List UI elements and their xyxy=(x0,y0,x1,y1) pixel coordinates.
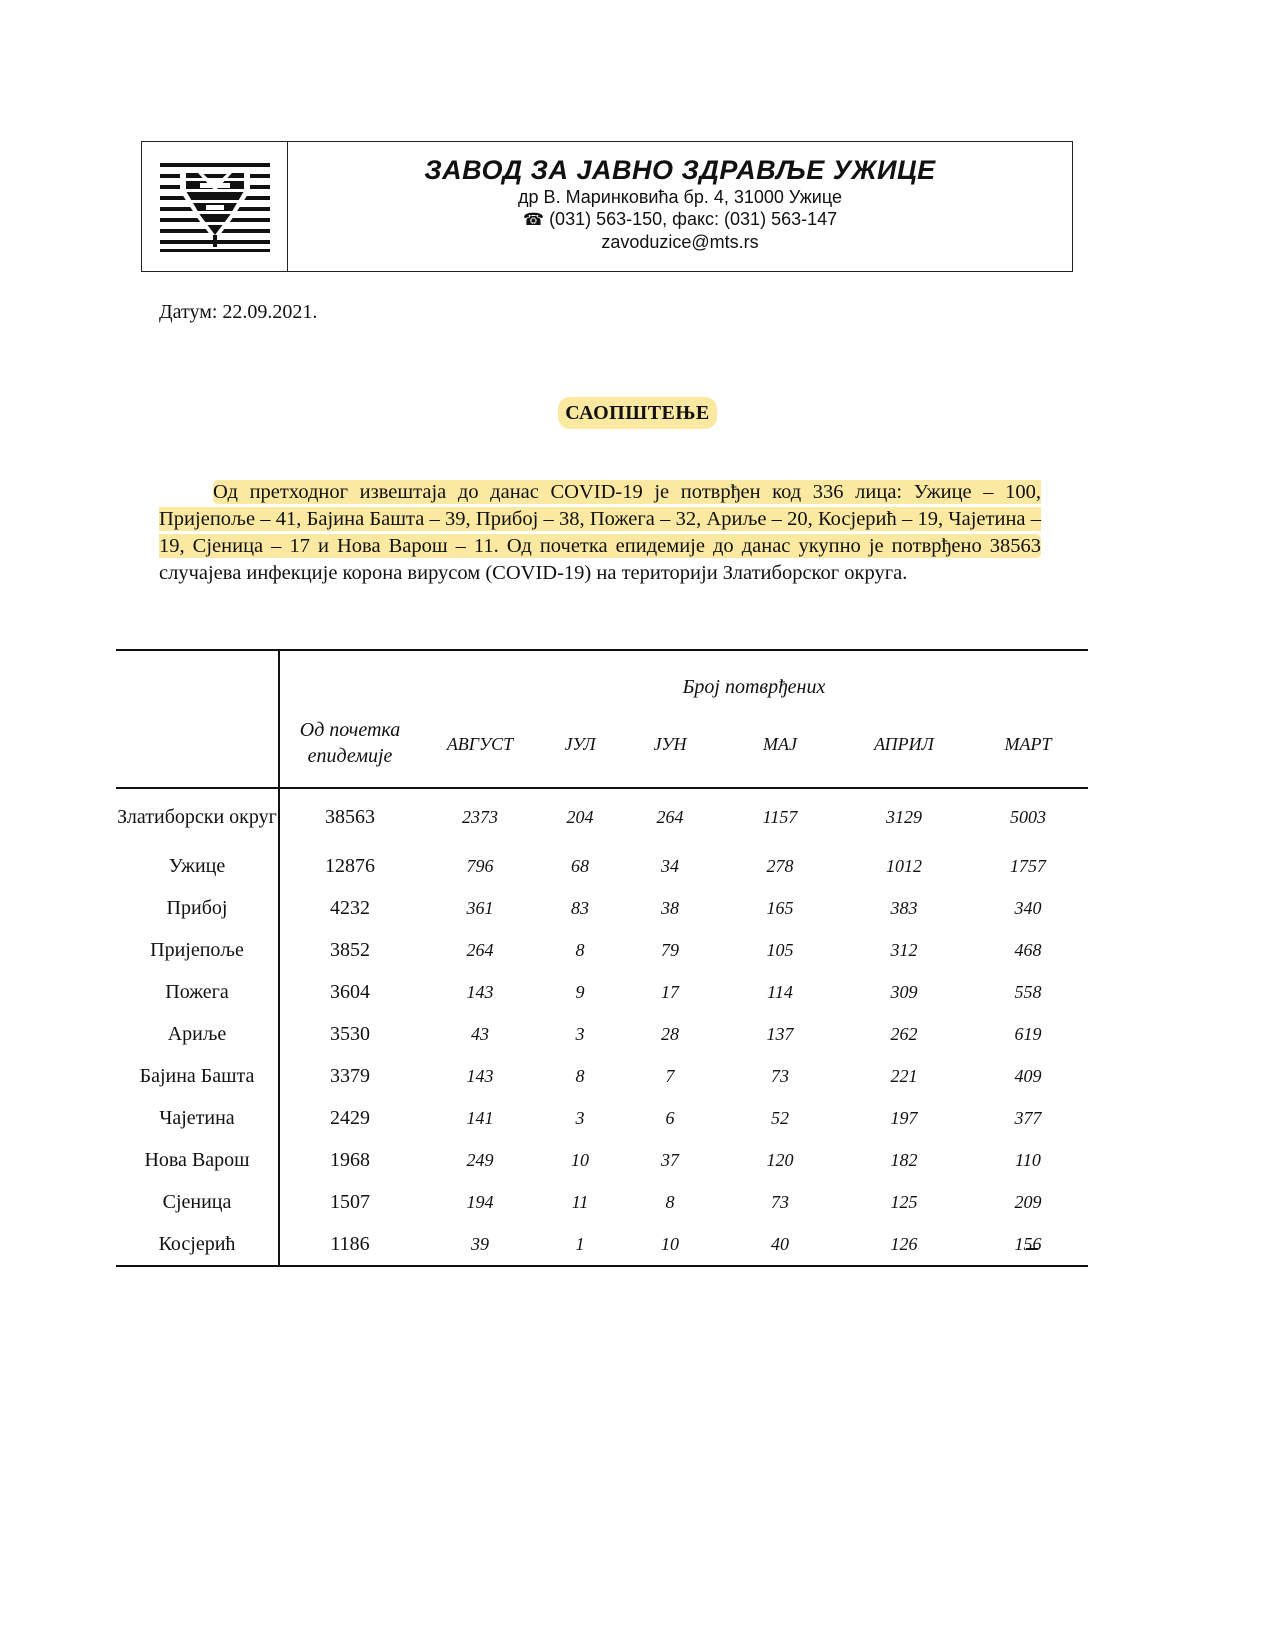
table-cell: 312 xyxy=(890,939,918,960)
municipality-name: Пожега xyxy=(116,971,279,1013)
municipality-name: Ариље xyxy=(116,1013,279,1055)
table-cell: 143 xyxy=(466,1065,494,1086)
table-cell: 34 xyxy=(661,855,679,876)
table-cell: 6 xyxy=(665,1107,675,1128)
table-cell: 105 xyxy=(766,939,794,960)
month-header: АВГУСТ xyxy=(420,701,540,788)
municipality-name: Бајина Башта xyxy=(116,1055,279,1097)
municipality-name: Пријепоље xyxy=(116,929,279,971)
municipality-name: Сјеница xyxy=(116,1181,279,1223)
municipality-total: 3604 xyxy=(330,980,370,1003)
table-cell: 182 xyxy=(890,1149,918,1170)
table-cell: 7 xyxy=(665,1065,675,1086)
table-cell: 43 xyxy=(471,1023,489,1044)
table-cell: 37 xyxy=(661,1149,679,1170)
table-cell: 68 xyxy=(571,855,589,876)
table-cell: 10 xyxy=(620,1223,720,1266)
table-cell: 126 xyxy=(840,1223,968,1266)
table-row xyxy=(116,929,1088,971)
table-cell: 40 xyxy=(720,1223,840,1266)
municipality-total: 2429 xyxy=(330,1106,370,1129)
letterhead xyxy=(141,141,1073,272)
table-bottom-rule-extension xyxy=(1026,1248,1038,1250)
month-header: ЈУН xyxy=(620,701,720,788)
municipality-name: Косјерић xyxy=(116,1223,279,1266)
date-line: Датум: 22.09.2021. xyxy=(159,301,318,323)
table-cell: 377 xyxy=(1014,1107,1042,1128)
municipality-total: 1186 xyxy=(279,1223,420,1266)
municipality-name: Чајетина xyxy=(116,1097,279,1139)
table-cell: 340 xyxy=(1014,897,1042,918)
table-cell: 2373 xyxy=(462,806,498,827)
table-cell: 796 xyxy=(466,855,494,876)
table-cell: 120 xyxy=(766,1149,794,1170)
table-cell: 110 xyxy=(1015,1149,1041,1170)
logo-cell xyxy=(142,142,288,271)
table-cell: 209 xyxy=(1014,1191,1042,1212)
document-heading xyxy=(0,402,1275,425)
table-cell: 73 xyxy=(771,1191,789,1212)
announcement-text xyxy=(159,479,1041,587)
table-cell: 197 xyxy=(890,1107,918,1128)
municipality-total: 12876 xyxy=(325,854,375,877)
table-cell: 114 xyxy=(767,981,793,1002)
table-cell: 52 xyxy=(771,1107,789,1128)
table-cell: 278 xyxy=(766,855,794,876)
table-column-headers xyxy=(116,701,1088,788)
table-cell: 8 xyxy=(575,939,585,960)
table-row xyxy=(116,1013,1088,1055)
table-cell: 79 xyxy=(661,939,679,960)
municipality-name: Прибој xyxy=(116,887,279,929)
table-cell: 264 xyxy=(656,806,684,827)
table-cell: 619 xyxy=(1014,1023,1042,1044)
highlighted-text: Од претходног извештаја до данас COVID-19 је потврђен код 336 лица: Ужице – 100, Пријепоље – 41, Бајина Башта – 39, Прибој – 38, Пожега – 32, Ариље – 20, Косјерић – 19, Чајетина – 19, Сјеница – 17 и Нова Варош – 11. Од почетка епидемије до данас укупно је потврђено 38563 xyxy=(159,481,1041,557)
org-info xyxy=(288,142,1072,271)
table-row xyxy=(116,887,1088,929)
table-cell: 468 xyxy=(1014,939,1042,960)
table-cell: 558 xyxy=(1014,981,1042,1002)
table-cell: 3 xyxy=(575,1023,585,1044)
org-email[interactable]: zavoduzice@mts.rs xyxy=(601,232,759,252)
table-cell: 9 xyxy=(575,981,585,1002)
district-total-row xyxy=(116,788,1088,845)
municipality-total: 3852 xyxy=(330,938,370,961)
month-header: МАРТ xyxy=(968,701,1088,788)
group-title: Број потврђених xyxy=(682,676,826,698)
institute-logo-icon xyxy=(160,161,270,253)
table-cell: 141 xyxy=(466,1107,494,1128)
municipality-total: 3379 xyxy=(330,1064,370,1087)
table-cell: 165 xyxy=(766,897,794,918)
table-cell: 39 xyxy=(420,1223,540,1266)
month-header: АПРИЛ xyxy=(840,701,968,788)
table-group-header xyxy=(116,651,1088,701)
month-header: МАЈ xyxy=(720,701,840,788)
table-cell: 409 xyxy=(1014,1065,1042,1086)
table-cell: 125 xyxy=(890,1191,918,1212)
table-cell: 309 xyxy=(890,981,918,1002)
table-row xyxy=(116,1055,1088,1097)
table-cell: 262 xyxy=(890,1023,918,1044)
table-cell: 10 xyxy=(571,1149,589,1170)
table-row xyxy=(116,1097,1088,1139)
municipality-total: 3530 xyxy=(330,1022,370,1045)
table-cell: 83 xyxy=(571,897,589,918)
municipality-total: 4232 xyxy=(330,896,370,919)
table-cell: 143 xyxy=(466,981,494,1002)
district-name: Златиборски округ xyxy=(116,788,279,845)
table-cell: 137 xyxy=(766,1023,794,1044)
table-cell: 17 xyxy=(661,981,679,1002)
table-row xyxy=(116,1139,1088,1181)
table-cell: 1012 xyxy=(886,855,922,876)
table-row xyxy=(116,1181,1088,1223)
table-cell: 194 xyxy=(466,1191,494,1212)
table-cell: 8 xyxy=(665,1191,675,1212)
table-cell: 249 xyxy=(466,1149,494,1170)
cases-table xyxy=(116,649,1088,1267)
table-cell: 28 xyxy=(661,1023,679,1044)
table-cell: 5003 xyxy=(1010,806,1046,827)
table-cell: 1157 xyxy=(762,806,798,827)
table-row xyxy=(116,1223,1088,1266)
month-header: ЈУЛ xyxy=(540,701,620,788)
table-row xyxy=(116,971,1088,1013)
municipality-total: 1507 xyxy=(330,1190,370,1213)
total-column-header xyxy=(279,701,420,788)
table-cell: 204 xyxy=(566,806,594,827)
org-address: др В. Маринковића бр. 4, 31000 Ужице xyxy=(518,187,842,207)
table-cell: 221 xyxy=(890,1065,918,1086)
table-cell: 1757 xyxy=(1010,855,1046,876)
total-header-text: Од почетка епидемије xyxy=(299,719,401,767)
table-cell: 11 xyxy=(571,1191,589,1212)
telephone-icon: ☎ xyxy=(522,210,545,229)
org-phone: (031) 563-150, факс: (031) 563-147 xyxy=(549,209,838,229)
table-cell: 1 xyxy=(540,1223,620,1266)
body-text-rest: случајева инфекције корона вирусом (COVID-19) на територији Златиборског округа. xyxy=(159,562,908,584)
org-phone-line xyxy=(288,208,1072,231)
table-cell: 73 xyxy=(771,1065,789,1086)
table-cell: 3129 xyxy=(886,806,922,827)
municipality-total: 1968 xyxy=(330,1148,370,1171)
table-cell: 8 xyxy=(575,1065,585,1086)
table-cell: 38 xyxy=(661,897,679,918)
heading-text: САОПШТЕЊЕ xyxy=(558,397,717,429)
table-row xyxy=(116,845,1088,887)
table-cell: 383 xyxy=(890,897,918,918)
table-cell: 156 xyxy=(968,1223,1088,1266)
municipality-name: Нова Варош xyxy=(116,1139,279,1181)
municipality-name: Ужице xyxy=(116,845,279,887)
org-name: ЗАВОД ЗА ЈАВНО ЗДРАВЉЕ УЖИЦЕ xyxy=(424,155,936,185)
table-cell: 264 xyxy=(466,939,494,960)
district-total: 38563 xyxy=(325,805,375,828)
table-cell: 3 xyxy=(575,1107,585,1128)
table-cell: 361 xyxy=(466,897,494,918)
